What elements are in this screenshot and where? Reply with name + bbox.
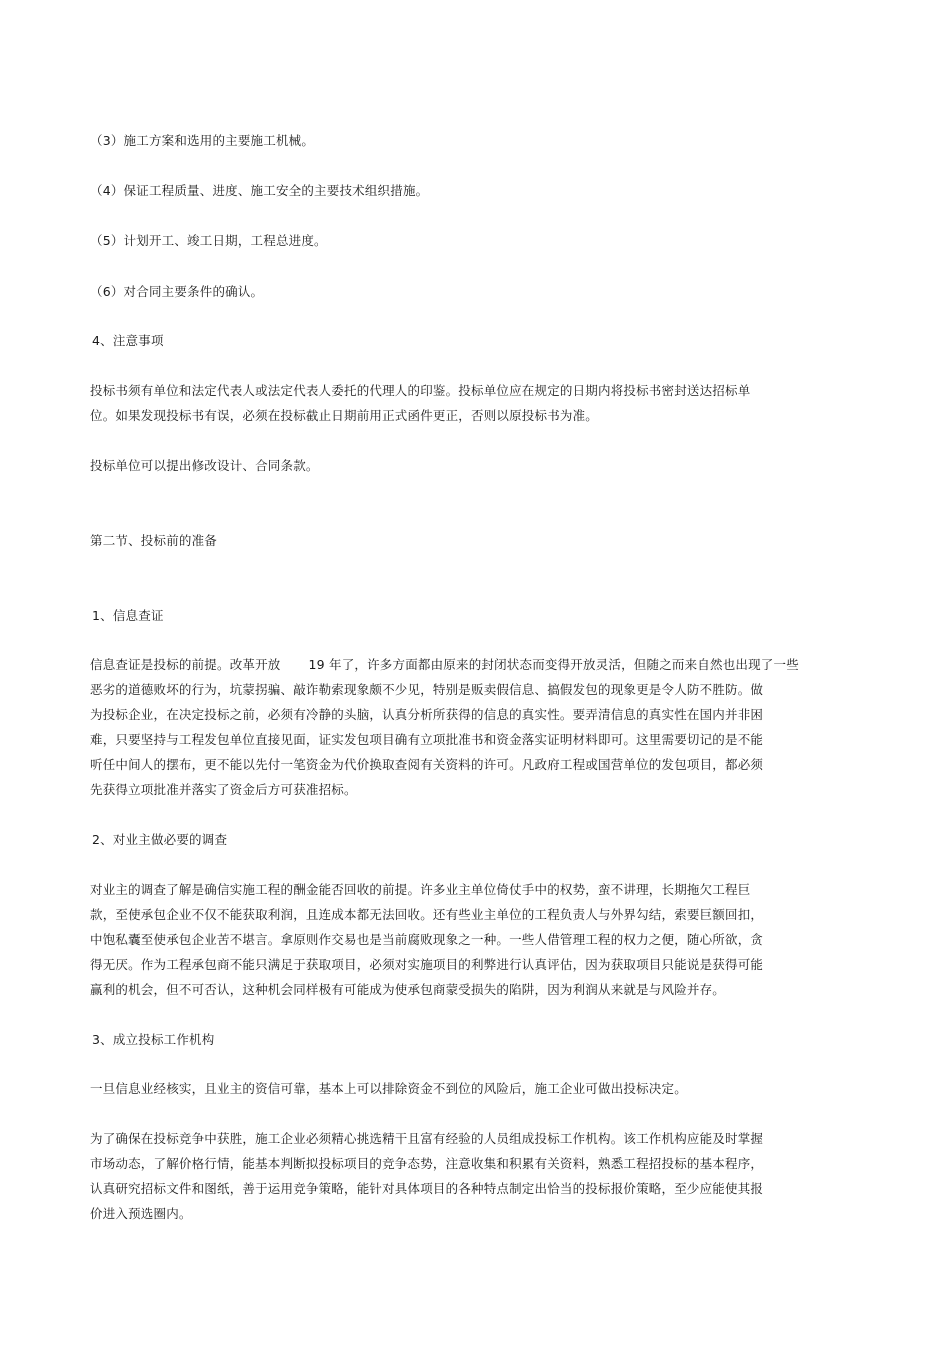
subsection-heading-3: 3、成立投标工作机构 bbox=[92, 1032, 215, 1047]
paragraph-line: 款，至使承包企业不仅不能获取利润，且连成本都无法回收。还有些业主单位的工程负责人与外界勾结，索要巨额回扣， bbox=[90, 907, 764, 922]
paragraph-line: 为投标企业，在决定投标之前，必须有冷静的头脑，认真分析所获得的信息的真实性。要弄清信息的真实性在国内并非困 bbox=[90, 707, 764, 722]
paragraph-line: 恶劣的道德败坏的行为，坑蒙拐骗、敲诈勒索现象颇不少见，特别是贩卖假信息、搞假发包的现象更是令人防不胜防。做 bbox=[90, 682, 764, 697]
paragraph-text: 信息查证是投标的前提。改革开放 bbox=[90, 657, 281, 672]
paragraph-line: 市场动态，了解价格行情，能基本判断拟投标项目的竞争态势，注意收集和积累有关资料，熟悉工程招投标的基本程序， bbox=[90, 1156, 764, 1171]
paragraph-line: 为了确保在投标竞争中获胜，施工企业必须精心挑选精干且富有经验的人员组成投标工作机构。该工作机构应能及时掌握 bbox=[90, 1131, 764, 1146]
paragraph-line: 听任中间人的摆布，更不能以先付一笔资金为代价换取查阅有关资料的许可。凡政府工程或国营单位的发包项目，都必须 bbox=[90, 757, 764, 772]
paragraph-line: 得无厌。作为工程承包商不能只满足于获取项目，必须对实施项目的利弊进行认真评估，因为获取项目只能说是获得可能 bbox=[90, 957, 764, 972]
paragraph-line: 一旦信息业经核实，且业主的资信可靠，基本上可以排除资金不到位的风险后，施工企业可做出投标决定。 bbox=[90, 1081, 687, 1096]
section-title: 第二节、投标前的准备 bbox=[90, 533, 218, 548]
notes-paragraph-line: 位。如果发现投标书有误，必须在投标截止日期前用正式函件更正，否则以原投标书为准。 bbox=[90, 408, 599, 423]
notes-paragraph-line: 投标书须有单位和法定代表人或法定代表人委托的代理人的印鉴。投标单位应在规定的日期内将投标书密封送达招标单 bbox=[90, 383, 751, 398]
subsection-heading-2: 2、对业主做必要的调查 bbox=[92, 832, 228, 847]
list-item-6: （6）对合同主要条件的确认。 bbox=[90, 284, 264, 299]
notes-heading: 4、注意事项 bbox=[92, 333, 164, 348]
paragraph-line: 先获得立项批准并落实了资金后方可获准招标。 bbox=[90, 782, 357, 797]
list-item-4: （4）保证工程质量、进度、施工安全的主要技术组织措施。 bbox=[90, 183, 429, 198]
paragraph-line: 认真研究招标文件和图纸，善于运用竞争策略，能针对具体项目的各种特点制定出恰当的投标报价策略，至少应能使其报 bbox=[90, 1181, 764, 1196]
paragraph-line: 价进入预选圈内。 bbox=[90, 1206, 192, 1221]
paragraph-line: 赢利的机会，但不可否认，这种机会同样极有可能成为使承包商蒙受损失的陷阱，因为利润从来就是与风险并存。 bbox=[90, 982, 726, 997]
list-item-5: （5）计划开工、竣工日期，工程总进度。 bbox=[90, 233, 327, 248]
paragraph-line: 难，只要坚持与工程发包单位直接见面，证实发包项目确有立项批准书和资金落实证明材料即可。这里需要切记的是不能 bbox=[90, 732, 764, 747]
subsection-heading-1: 1、信息查证 bbox=[92, 608, 164, 623]
paragraph-line bbox=[90, 657, 799, 673]
paragraph-text: 19 年了，许多方面都由原来的封闭状态而变得开放灵活，但随之而来自然也出现了一些 bbox=[308, 657, 799, 672]
notes-paragraph-2: 投标单位可以提出修改设计、合同条款。 bbox=[90, 458, 319, 473]
paragraph-line: 对业主的调查了解是确信实施工程的酬金能否回收的前提。许多业主单位倚仗手中的权势，蛮不讲理，长期拖欠工程巨 bbox=[90, 882, 751, 897]
list-item-3: （3）施工方案和选用的主要施工机械。 bbox=[90, 133, 315, 148]
paragraph-line: 中饱私囊至使承包企业苦不堪言。拿原则作交易也是当前腐败现象之一种。一些人借管理工程的权力之便，随心所欲，贪 bbox=[90, 932, 764, 947]
